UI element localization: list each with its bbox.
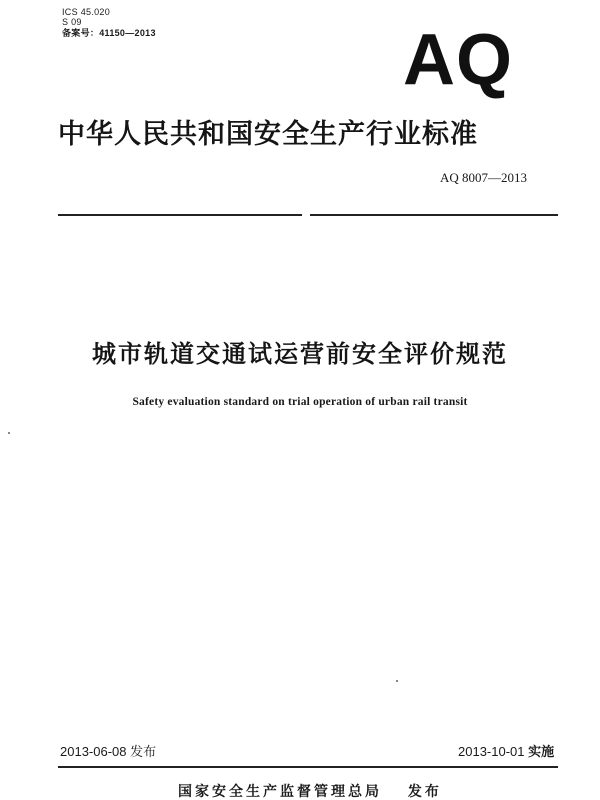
footer-divider <box>58 766 558 768</box>
implement-date: 2013-10-01 <box>458 744 525 759</box>
issue-date: 2013-06-08 <box>60 744 127 759</box>
standard-title: 中华人民共和国安全生产行业标准 <box>58 119 478 150</box>
registration-number: 备案号：41150—2013 <box>62 28 156 38</box>
header-divider-left <box>58 214 302 216</box>
issue-label: 发布 <box>130 744 157 759</box>
header-divider-right <box>310 214 558 216</box>
publisher-action: 发布 <box>407 784 442 800</box>
publisher-name: 国家安全生产监督管理总局 <box>178 784 382 800</box>
publisher-line <box>178 784 442 800</box>
category-code: S 09 <box>62 17 82 27</box>
implement-date-line <box>458 744 554 760</box>
implement-label: 实施 <box>528 744 555 759</box>
standard-number: AQ 8007—2013 <box>440 170 528 185</box>
aq-logo: AQ <box>403 20 513 100</box>
issue-date-line <box>60 744 156 760</box>
document-title: 城市轨道交通试运营前安全评价规范 <box>92 340 508 368</box>
scan-speck <box>396 680 398 682</box>
document-subtitle-english: Safety evaluation standard on trial operation of urban rail transit <box>132 396 468 408</box>
scan-speck <box>8 432 10 434</box>
ics-code: ICS 45.020 <box>62 7 111 17</box>
